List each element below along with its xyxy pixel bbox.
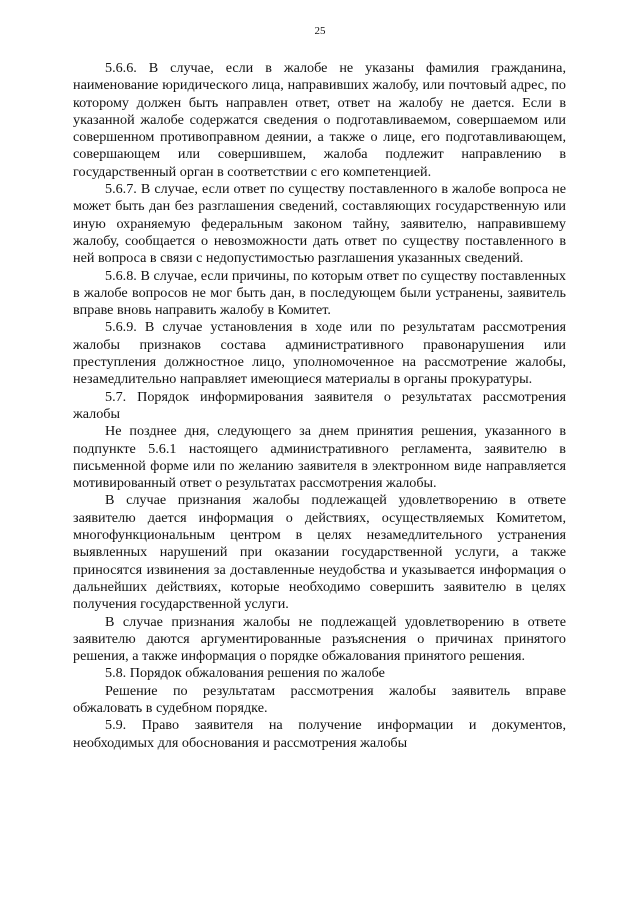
paragraph-response-deadline: Не позднее дня, следующего за днем принятия решения, указанного в подпункте 5.6.1 настоящего административного регламента, заявителю в письменной форме или по желанию заявителя в электронном виде направляется мотивированный ответ о результатах рассмотрения жалобы. (73, 423, 566, 492)
paragraph-judicial-appeal: Решение по результатам рассмотрения жалобы заявитель вправе обжаловать в судебном порядке. (73, 682, 566, 716)
section-heading-5-9: 5.9. Право заявителя на получение информации и документов, необходимых для обоснования и рассмотрения жалобы (73, 717, 566, 751)
paragraph-5-6-8: 5.6.8. В случае, если причины, по которым ответ по существу поставленных в жалобе вопросов не мог быть дан, в последующем были устранены, заявитель вправе вновь направить жалобу в Комитет. (73, 267, 566, 319)
section-heading-5-7: 5.7. Порядок информирования заявителя о результатах рассмотрения жалобы (73, 388, 566, 422)
paragraph-5-6-6: 5.6.6. В случае, если в жалобе не указаны фамилия гражданина, наименование юридического лица, направивших жалобу, или почтовый адрес, по которому должен быть направлен ответ, ответ на жалобу не дается. Если в указанной жалобе содержатся сведения о подготавливаемом, совершаемом или совершенном противоправном деянии, а также о лице, его подготавливающем, совершающем или совершившем, жалоба подлежит направлению в государственный орган в соответствии с его компетенцией. (73, 60, 566, 180)
paragraph-complaint-satisfied: В случае признания жалобы подлежащей удовлетворению в ответе заявителю дается информация о действиях, осуществляемых Комитетом, многофункциональным центром в целях незамедлительного устранения выявленных нарушений при оказании государственной услуги, а также приносятся извинения за доставленные неудобства и указывается информация о дальнейших действиях, которые необходимо совершить заявителю в целях получения государственной услуги. (73, 492, 566, 613)
paragraph-5-6-9: 5.6.9. В случае установления в ходе или по результатам рассмотрения жалобы признаков состава административного правонарушения или преступления должностное лицо, уполномоченное на рассмотрение жалобы, незамедлительно направляет имеющиеся материалы в органы прокуратуры. (73, 319, 566, 388)
section-heading-5-8: 5.8. Порядок обжалования решения по жалобе (105, 665, 385, 682)
document-body (73, 60, 566, 752)
paragraph-complaint-rejected: В случае признания жалобы не подлежащей удовлетворению в ответе заявителю даются аргументированные разъяснения о причинах принятого решения, а также информация о порядке обжалования принятого решения. (73, 613, 566, 665)
page-number: 25 (314, 25, 326, 37)
paragraph-5-6-7: 5.6.7. В случае, если ответ по существу поставленного в жалобе вопроса не может быть дан без разглашения сведений, составляющих государственную или иную охраняемую федеральным законом тайну, заявителю, направившему жалобу, сообщается о невозможности дать ответ по существу поставленного в ней вопроса в связи с недопустимостью разглашения указанных сведений. (73, 181, 566, 267)
